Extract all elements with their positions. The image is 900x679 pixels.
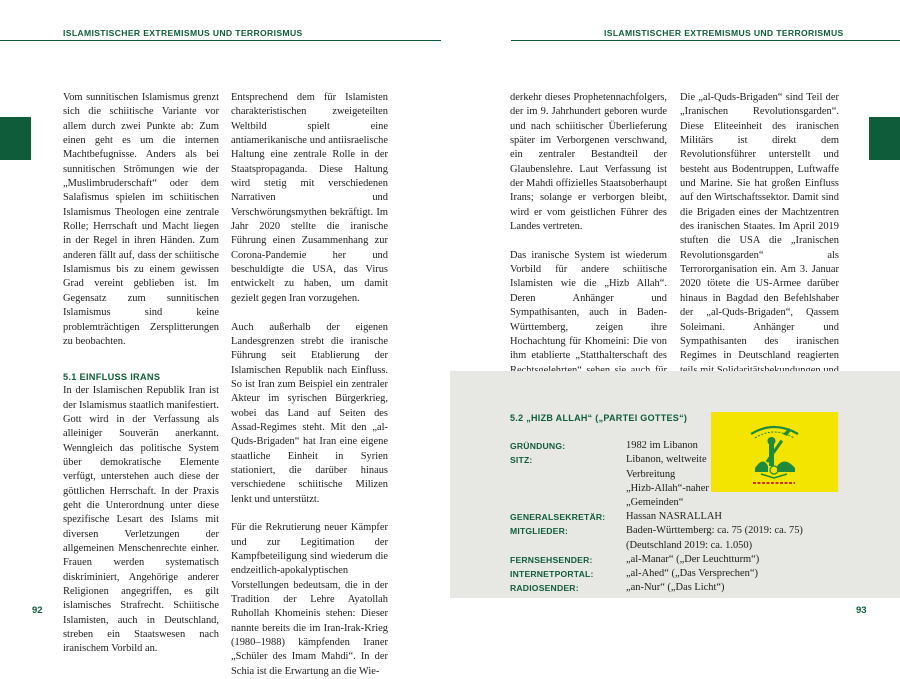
- fact-value-generalsekretaer: Hassan NASRALLAH: [626, 511, 722, 522]
- fact-value-fernsehsender: „al-Manar“ („Der Leuchtturm“): [626, 554, 760, 565]
- paragraph: Das iranische System ist wiederum Vorbild für andere schiitische Islamisten wie die „Hizb Allah“. Deren Anhänger und Sympathisanten, auch in Baden-Württemberg, zeigen ihre Hochachtung für Khomeini: Die von ihm etablierte „Statthalterschaft des: [510, 249, 667, 362]
- paragraph: Entsprechend dem für Islamisten charakteristischen zweigeteilten Weltbild spielt eine antiamerikanische und antiisraelische Haltung eine zentrale Rolle in der Staatspropaganda. Diese Haltung wird stetig mit verschiedenen Narrativen und Verschwörungsmythen bekräftigt. Im Jahr 2020 stellte die iranische Führung einen Zusammenhang zur Corona-Pandemie her und beschuldigte die USA, das Virus entwickelt zu haben, um damit gezielt gegen Iran vorzugehen.: [231, 92, 388, 304]
- text-column-2: [231, 91, 388, 679]
- text-column-1: [63, 91, 219, 657]
- header-rule-right: [511, 40, 900, 41]
- fact-value-mitglieder: Baden-Württemberg: ca. 75 (2019: ca. 75): [626, 525, 803, 536]
- paragraph: Vom sunnitischen Islamismus grenzt sich die schiitische Variante vor allem durch zwei Punkte ab: Zum einen geht es um die internen Machtbefugnisse. Anders als bei sunnitischen Strömungen wie der „Muslimbruderschaft“ oder dem Salafismus spielen im schiitischen Islamismus Theologen eine zentrale Rolle; Herrschaft und Macht liegen in der Regel in ihren Händen. Zum anderen fällt auf, dass der schiitische Islamismus bis zu einem gewissen Grad vereint geblieben ist. Im Gegensatz zum sunnitischen Islamismus sind keine problemträchtigen Zersplitterungen zu beobachten.: [63, 92, 219, 347]
- fact-value-radiosender: „an-Nur“ („Das Licht“): [626, 582, 725, 593]
- paragraph: In der Islamischen Republik Iran ist der Islamismus staatlich manifestiert. Gott wird in der Verfassung als alleiniger Souverän anerkannt. Wenngleich das politische System über demokratische Elemente verfügt, unterstehen auch diese der göttlichen Herrschaft. In der Praxis geht die Unterordnung unter diese spezifische Lesart des Islams mit diversen Verletzungen der allgemeinen Menschenrechte einher. Frauen werden systematisch diskriminiert, Angehörige anderer Religionen angegriffen, es gilt islamisches Strafrecht. Schiitische Islamisten, auch in Deutschland, streben ein Staatswesen nach iranischem Vorbild an.: [63, 385, 219, 655]
- paragraph: Die „al-Quds-Brigaden“ sind Teil der „Iranischen Revolutionsgarden“. Diese Eliteeinheit des iranischen Militärs ist direkt dem Revolutionsführer unterstellt und besteht aus Bodentruppen, Luftwaffe und Marine. Sie hat großen Einfluss auf den Wirtschaftssektor. Damit sind die Brigaden eines der Machtzentren des iranischen Staates. Im April 2019 stuften die USA die „Iranischen Revolutionsgarden“ als Terrororganisation ein. Am 3. Januar 2020 tötete die US-Armee darüber hinaus in Bagdad den Befehlshaber der „al-Quds-Brigaden“, Qassem Soleimani. Anhänger und Sympathisanten des iranischen Regimes in Deutschland reagierten: [680, 92, 839, 362]
- fact-value-mitglieder-2: (Deutschland 2019: ca. 1.050): [626, 540, 753, 551]
- fact-box-title: 5.2 „HIZB ALLAH“ („PARTEI GOTTES“): [510, 413, 688, 423]
- fact-label-generalsekretaer: GENERALSEKRETÄR:: [510, 512, 606, 522]
- fact-label-sitz: SITZ:: [510, 455, 533, 465]
- fact-value-sitz-3: „Hizb-Allah“-naher: [626, 483, 709, 494]
- section-heading-5-1: 5.1 EINFLUSS IRANS: [63, 372, 161, 383]
- fact-label-mitglieder: MITGLIEDER:: [510, 526, 569, 536]
- fact-value-sitz-4: „Gemeinden“: [626, 497, 684, 508]
- fact-label-fernsehsender: FERNSEHSENDER:: [510, 555, 593, 565]
- page-number-left: 92: [32, 605, 43, 616]
- fact-label-gruendung: GRÜNDUNG:: [510, 441, 566, 451]
- fact-value-internetportal: „al-Ahed“ („Das Versprechen“): [626, 568, 758, 579]
- fact-value-sitz-2: Verbreitung: [626, 469, 676, 480]
- running-header-left: ISLAMISTISCHER EXTREMISMUS UND TERRORISMUS: [63, 28, 303, 38]
- header-rule-left: [0, 40, 441, 41]
- page-number-right: 93: [856, 605, 867, 616]
- chapter-tab-right: [869, 117, 900, 160]
- fact-label-radiosender: RADIOSENDER:: [510, 583, 579, 593]
- text-column-4: [680, 91, 839, 392]
- paragraph: Für die Rekrutierung neuer Kämpfer und zur Legitimation der Kampfbeteiligung sind wiederum die endzeitlich-apokalyptischen Vorstellungen bedeutsam, die in der Tradition der Lehre Ayatollah Ruhollah Khomeinis stehen: Dieser nannte bereits die im Iran-Irak-Krieg (1980–1988) kämpfenden Iraner „Schüler des Imam Mahdi“. In der Schia ist die Erwartung an die Wie-: [231, 522, 388, 677]
- fact-value-gruendung: 1982 im Libanon: [626, 440, 698, 451]
- paragraph: Auch außerhalb der eigenen Landesgrenzen strebt die iranische Führung seit Etablierung der Islamischen Republik nach Einfluss. So ist Iran zum Beispiel ein zentraler Akteur im syrischen Bürgerkrieg, wobei das Land auf Seiten des Assad-Regimes steht. Mit den „al-Quds-Brigaden“ hat Iran eine eigene staatliche Einheit in Syrien stationiert, die darüber hinaus verschiedene schiitische Milizen lenkt und unterstützt.: [231, 321, 388, 505]
- fact-value-sitz: Libanon, weltweite: [626, 454, 707, 465]
- chapter-tab-left: [0, 117, 31, 160]
- running-header-right: ISLAMISTISCHER EXTREMISMUS UND TERRORISMUS: [604, 28, 844, 38]
- paragraph: derkehr dieses Prophetennachfolgers, der im 9. Jahrhundert geboren wurde und nach schiitischer Überlieferung später im Verborgenen verschwand, ein zentraler Bestandteil der Glaubenslehre. Laut Verfassung ist der Mahdi offizielles Staatsoberhaupt Irans; solange er verborgen bleibt, wird er vom geistlichen Führer des Landes vertreten.: [510, 92, 667, 233]
- fact-label-internetportal: INTERNETPORTAL:: [510, 569, 594, 579]
- text-column-3: [510, 91, 667, 392]
